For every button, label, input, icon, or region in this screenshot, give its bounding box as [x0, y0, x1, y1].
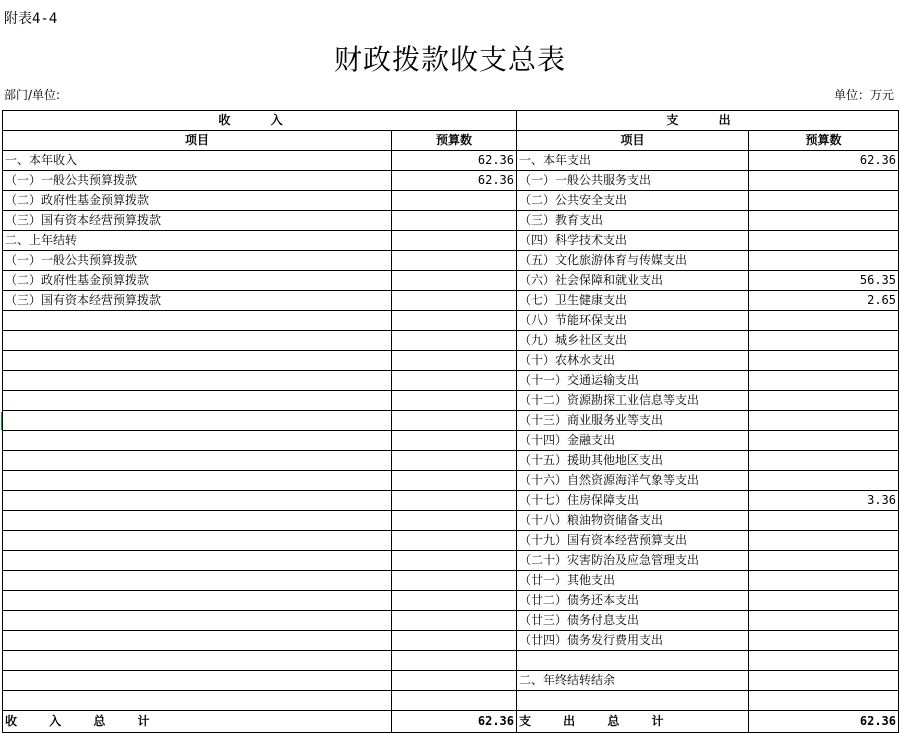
expense-budget-cell[interactable]: 2.65	[749, 291, 899, 311]
income-budget-cell[interactable]	[392, 351, 517, 371]
expense-budget-cell[interactable]: 56.35	[749, 271, 899, 291]
table-row	[3, 651, 899, 671]
expense-budget-cell[interactable]	[749, 671, 899, 691]
expense-item-cell[interactable]: （四）科学技术支出	[517, 231, 749, 251]
expense-budget-cell[interactable]	[749, 351, 899, 371]
appendix-label: 附表4-4	[4, 11, 58, 27]
income-item-cell[interactable]	[3, 411, 392, 431]
income-budget-cell[interactable]	[392, 291, 517, 311]
fiscal-summary-table	[2, 110, 899, 733]
table-row	[3, 591, 899, 611]
expense-item-cell[interactable]	[517, 651, 749, 671]
table-row	[3, 211, 899, 231]
income-item-cell[interactable]: （一）一般公共预算拨款	[3, 251, 392, 271]
department-label: 部门/单位:	[4, 88, 61, 102]
expense-item-cell[interactable]: （七）卫生健康支出	[517, 291, 749, 311]
income-budget-cell[interactable]	[392, 491, 517, 511]
expense-budget-cell[interactable]	[749, 591, 899, 611]
table-row	[3, 251, 899, 271]
income-item-cell[interactable]	[3, 431, 392, 451]
expense-item-header[interactable]: 项目	[517, 131, 749, 151]
expense-item-cell[interactable]: （六）社会保障和就业支出	[517, 271, 749, 291]
income-budget-cell[interactable]	[392, 311, 517, 331]
table-row	[3, 631, 899, 651]
expense-budget-cell[interactable]	[749, 191, 899, 211]
expense-item-cell[interactable]: （十九）国有资本经营预算支出	[517, 531, 749, 551]
expense-budget-cell[interactable]	[749, 571, 899, 591]
expense-budget-cell[interactable]	[749, 371, 899, 391]
table-row	[3, 471, 899, 491]
table-row	[3, 271, 899, 291]
income-budget-cell[interactable]: 62.36	[392, 151, 517, 171]
income-budget-cell[interactable]	[392, 531, 517, 551]
expense-item-cell[interactable]: （十八）粮油物资储备支出	[517, 511, 749, 531]
income-item-cell[interactable]	[3, 571, 392, 591]
income-budget-cell[interactable]: 62.36	[392, 171, 517, 191]
table-row	[3, 531, 899, 551]
income-budget-cell[interactable]	[392, 651, 517, 671]
unit-label: 单位：万元	[833, 88, 894, 102]
expense-budget-cell[interactable]	[749, 391, 899, 411]
expense-item-cell[interactable]: （十）农林水支出	[517, 351, 749, 371]
income-budget-cell[interactable]	[392, 331, 517, 351]
table-row	[3, 511, 899, 531]
income-item-cell[interactable]	[3, 371, 392, 391]
income-item-cell[interactable]: 二、上年结转	[3, 231, 392, 251]
income-item-cell[interactable]: （二）政府性基金预算拨款	[3, 271, 392, 291]
expense-budget-header[interactable]: 预算数	[749, 131, 899, 151]
expense-budget-cell[interactable]	[749, 331, 899, 351]
income-budget-cell[interactable]	[392, 391, 517, 411]
income-budget-cell[interactable]	[392, 231, 517, 251]
income-item-cell[interactable]	[3, 391, 392, 411]
table-row	[3, 171, 899, 191]
income-budget-cell[interactable]	[392, 411, 517, 431]
income-budget-cell[interactable]	[392, 631, 517, 651]
expense-budget-cell[interactable]	[749, 691, 899, 711]
table-row	[3, 551, 899, 571]
income-item-cell[interactable]	[3, 311, 392, 331]
table-row	[3, 571, 899, 591]
income-budget-cell[interactable]	[392, 191, 517, 211]
income-item-cell[interactable]	[3, 451, 392, 471]
income-item-cell[interactable]: （二）政府性基金预算拨款	[3, 191, 392, 211]
income-budget-cell[interactable]	[392, 671, 517, 691]
income-item-cell[interactable]	[3, 631, 392, 651]
expense-header-text: 支 出	[666, 113, 749, 127]
expense-item-cell[interactable]: （十六）自然资源海洋气象等支出	[517, 471, 749, 491]
income-item-cell[interactable]	[3, 491, 392, 511]
expense-budget-cell[interactable]	[749, 551, 899, 571]
table-row	[3, 191, 899, 211]
expense-total-label[interactable]: 支 出 总 计	[517, 711, 749, 733]
income-total-label[interactable]: 收 入 总 计	[3, 711, 392, 733]
table-row	[3, 611, 899, 631]
income-item-cell[interactable]	[3, 651, 392, 671]
table-row	[3, 331, 899, 351]
income-budget-cell[interactable]	[392, 371, 517, 391]
expense-budget-cell[interactable]	[749, 451, 899, 471]
expense-budget-cell[interactable]	[749, 411, 899, 431]
income-item-header[interactable]: 项目	[3, 131, 392, 151]
income-budget-cell[interactable]	[392, 211, 517, 231]
income-budget-cell[interactable]	[392, 251, 517, 271]
income-item-cell[interactable]: 一、本年收入	[3, 151, 392, 171]
income-total-value[interactable]: 62.36	[392, 711, 517, 733]
table-row	[3, 231, 899, 251]
income-budget-cell[interactable]	[392, 271, 517, 291]
income-item-cell[interactable]	[3, 671, 392, 691]
expense-item-cell[interactable]: （十五）援助其他地区支出	[517, 451, 749, 471]
income-budget-cell[interactable]	[392, 511, 517, 531]
table-row	[3, 391, 899, 411]
expense-item-cell[interactable]: 二、年终结转结余	[517, 671, 749, 691]
expense-budget-cell[interactable]: 3.36	[749, 491, 899, 511]
income-item-cell[interactable]	[3, 591, 392, 611]
income-item-cell[interactable]: （三）国有资本经营预算拨款	[3, 291, 392, 311]
expense-item-cell[interactable]: 一、本年支出	[517, 151, 749, 171]
table-row	[3, 151, 899, 171]
expense-item-cell[interactable]: （廿三）债务付息支出	[517, 611, 749, 631]
income-budget-cell[interactable]	[392, 471, 517, 491]
expense-budget-cell[interactable]	[749, 651, 899, 671]
income-section-header[interactable]	[3, 111, 517, 131]
expense-section-header[interactable]	[517, 111, 899, 131]
expense-item-cell[interactable]: （二十）灾害防治及应急管理支出	[517, 551, 749, 571]
expense-item-cell[interactable]: （廿二）债务还本支出	[517, 591, 749, 611]
expense-budget-cell[interactable]	[749, 631, 899, 651]
income-budget-cell[interactable]	[392, 591, 517, 611]
income-item-cell[interactable]: （一）一般公共预算拨款	[3, 171, 392, 191]
expense-item-cell[interactable]: （十七）住房保障支出	[517, 491, 749, 511]
income-budget-cell[interactable]	[392, 551, 517, 571]
expense-budget-cell[interactable]	[749, 611, 899, 631]
table-row	[3, 311, 899, 331]
table-row	[3, 411, 899, 431]
table-row	[3, 671, 899, 691]
expense-budget-cell[interactable]	[749, 531, 899, 551]
income-budget-cell[interactable]	[392, 451, 517, 471]
section-header-row	[3, 111, 899, 131]
expense-budget-cell[interactable]	[749, 431, 899, 451]
expense-budget-cell[interactable]	[749, 211, 899, 231]
income-budget-header[interactable]: 预算数	[392, 131, 517, 151]
expense-item-cell[interactable]: （廿四）债务发行费用支出	[517, 631, 749, 651]
expense-item-cell[interactable]: （九）城乡社区支出	[517, 331, 749, 351]
table-row	[3, 431, 899, 451]
table-row	[3, 291, 899, 311]
expense-item-cell[interactable]: （十四）金融支出	[517, 431, 749, 451]
column-header-row	[3, 131, 899, 151]
income-budget-cell[interactable]	[392, 431, 517, 451]
expense-total-value[interactable]: 62.36	[749, 711, 899, 733]
table-row	[3, 451, 899, 471]
expense-budget-cell[interactable]	[749, 231, 899, 251]
income-budget-cell[interactable]	[392, 571, 517, 591]
income-item-cell[interactable]	[3, 511, 392, 531]
expense-item-cell[interactable]: （二）公共安全支出	[517, 191, 749, 211]
income-budget-cell[interactable]	[392, 691, 517, 711]
totals-row	[3, 711, 899, 733]
income-item-cell[interactable]	[3, 551, 392, 571]
expense-item-cell[interactable]: （十一）交通运输支出	[517, 371, 749, 391]
expense-budget-cell[interactable]	[749, 511, 899, 531]
income-item-cell[interactable]	[3, 331, 392, 351]
expense-budget-cell[interactable]	[749, 171, 899, 191]
table-row	[3, 491, 899, 511]
expense-budget-cell[interactable]: 62.36	[749, 151, 899, 171]
income-item-cell[interactable]	[3, 611, 392, 631]
expense-item-cell[interactable]: （八）节能环保支出	[517, 311, 749, 331]
expense-item-cell[interactable]: （一）一般公共服务支出	[517, 171, 749, 191]
income-item-cell[interactable]	[3, 351, 392, 371]
expense-budget-cell[interactable]	[749, 251, 899, 271]
expense-item-cell[interactable]	[517, 691, 749, 711]
expense-budget-cell[interactable]	[749, 311, 899, 331]
income-item-cell[interactable]: （三）国有资本经营预算拨款	[3, 211, 392, 231]
table-row	[3, 351, 899, 371]
expense-item-cell[interactable]: （三）教育支出	[517, 211, 749, 231]
income-budget-cell[interactable]	[392, 611, 517, 631]
table-row	[3, 691, 899, 711]
expense-budget-cell[interactable]	[749, 471, 899, 491]
income-item-cell[interactable]	[3, 691, 392, 711]
income-item-cell[interactable]	[3, 471, 392, 491]
expense-item-cell[interactable]: （十三）商业服务业等支出	[517, 411, 749, 431]
income-item-cell[interactable]	[3, 531, 392, 551]
expense-item-cell[interactable]: （五）文化旅游体育与传媒支出	[517, 251, 749, 271]
income-header-text: 收 入	[218, 113, 301, 127]
expense-item-cell[interactable]: （十二）资源勘探工业信息等支出	[517, 391, 749, 411]
table-row	[3, 371, 899, 391]
page-title: 财政拨款收支总表	[333, 43, 566, 76]
expense-item-cell[interactable]: （廿一）其他支出	[517, 571, 749, 591]
